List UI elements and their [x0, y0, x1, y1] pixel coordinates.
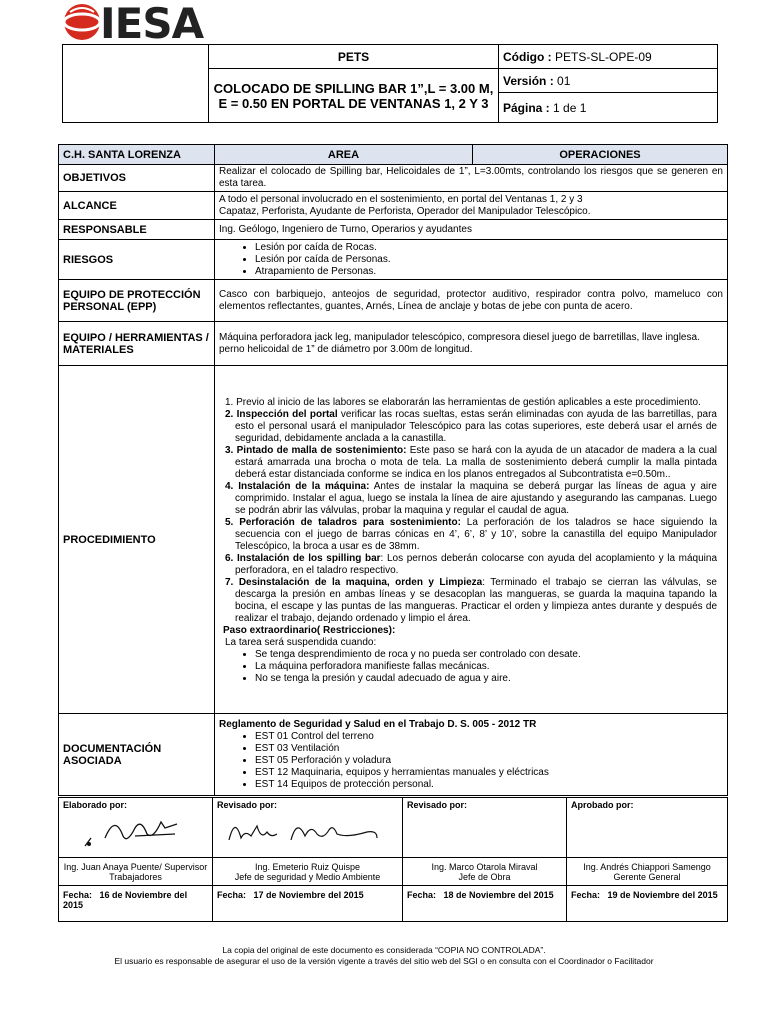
- header-blank-cell: [63, 45, 209, 123]
- sig-name: Ing. Emeterio Ruiz Quispe: [254, 861, 361, 872]
- area-value: OPERACIONES: [473, 145, 728, 165]
- sig-name: Ing. Marco Otarola Miraval: [431, 861, 538, 872]
- sig-cell-4: [567, 798, 728, 858]
- sig-cell-1: [59, 798, 213, 858]
- doc-item: • EST 03 Ventilación: [255, 743, 723, 755]
- doc-item: • EST 12 Maquinaria, equipos y herramientas manuales y eléctricas: [255, 767, 723, 779]
- codigo-cell: Código : PETS-SL-OPE-09: [499, 45, 718, 69]
- globe-logo-icon: [62, 2, 102, 42]
- version-cell: Versión : 01: [499, 69, 718, 93]
- doc-type: PETS: [209, 45, 499, 69]
- codigo-value: PETS-SL-OPE-09: [555, 49, 652, 64]
- procedimiento-cell: [215, 366, 728, 714]
- documentacion-label: DOCUMENTACIÓN ASOCIADA: [59, 714, 215, 796]
- sig-name: Ing. Juan Anaya Puente/ Supervisor: [63, 861, 208, 872]
- sig-name-cell: [403, 858, 567, 886]
- pagina-cell: Página : 1 de 1: [499, 93, 718, 123]
- footer-note: [40, 945, 728, 967]
- alcance-line-1: A todo el personal involucrado en el sostenimiento, en portal del Ventanas 1, 2 y 3: [219, 193, 583, 205]
- doc-item: • EST 14 Equipos de protección personal.: [255, 779, 723, 791]
- sig-position: Jefe de seguridad y Medio Ambiente: [234, 871, 381, 882]
- responsable-label: RESPONSABLE: [59, 220, 215, 240]
- sig-position: Gerente General: [613, 871, 681, 882]
- sig-role: Revisado por:: [407, 800, 468, 810]
- step-4: 4. Instalación de la máquina: Antes de instalar la maquina se deberá purgar las líneas de agua y aire comprimido. Instalar el agua, luego se instala la línea de aire ajustando y asegurando las campanas. Luego se podrán abrir las válvulas, probar la maquina y regular el caudal de agua.: [225, 480, 717, 516]
- epp-text: Casco con barbiquejo, anteojos de seguridad, protector auditivo, respirador contra polvo, mameluco con elementos reflectantes, guantes, Arnés, Línea de anclaje y botas de jebe con punta de acero.: [215, 280, 728, 322]
- extra-item: • Se tenga desprendimiento de roca y no pueda ser controlado con desate.: [255, 649, 717, 661]
- alcance-cell: [215, 192, 728, 220]
- extra-intro: La tarea será suspendida cuando:: [225, 636, 377, 648]
- extra-title: Paso extraordinario( Restricciones):: [223, 624, 396, 636]
- alcance-line-2: Capataz, Perforista, Ayudante de Perforista, Operador del Manipulador Telescópico.: [219, 205, 591, 217]
- step-2: 2. Inspección del portal verificar las rocas sueltas, estas serán eliminadas con ayuda de las barretillas, para esto el personal usará el manipulador Telescópico para las cotas superiores, este deberá usar el arnés de seguridad, debidamente anclada a la canastilla.: [225, 408, 717, 444]
- sig-date: Fecha: 19 de Noviembre del 2015: [567, 886, 728, 922]
- sig-name-cell: [213, 858, 403, 886]
- riesgos-list: [219, 242, 723, 278]
- doc-item: • EST 01 Control del terreno: [255, 731, 723, 743]
- sig-role: Revisado por:: [217, 800, 278, 810]
- riesgos-label: RIESGOS: [59, 240, 215, 280]
- sig-position: Jefe de Obra: [458, 871, 511, 882]
- doc-reglamento: Reglamento de Seguridad y Salud en el Trabajo D. S. 005 - 2012 TR: [219, 718, 537, 730]
- sig-name-cell: [567, 858, 728, 886]
- alcance-label: ALCANCE: [59, 192, 215, 220]
- signature-2-icon: [217, 810, 397, 854]
- riesgo-item: • Lesión por caída de Rocas.: [255, 242, 723, 254]
- step-1: 1. Previo al inicio de las labores se elaborarán las herramientas de gestión aplicables a este procedimiento.: [225, 396, 701, 408]
- signature-table: [58, 797, 728, 922]
- riesgo-item: • Atrapamiento de Personas.: [255, 266, 723, 278]
- sig-role: Aprobado por:: [571, 800, 634, 810]
- area-header: AREA: [215, 145, 473, 165]
- footer-line-2: El usuario es responsable de asegurar el uso de la versión vigente a través del sitio web del SGI o en consulta con el Coordinador o Facilitador: [114, 956, 654, 966]
- logo-text: IESA: [100, 0, 204, 48]
- extra-item: • No se tenga la presión y caudal adecuado de agua y aire.: [255, 673, 717, 685]
- main-table: [58, 144, 728, 796]
- step-5: 5. Perforación de taladros para sostenimiento: La perforación de los taladros se hace siguiendo la secuencia con el juego de barras cónicas en 4’, 6’, 8’ y 10’, sobre la canastilla del equipo Manipulador Telescópico, la broca a usar es de 38mm.: [225, 516, 718, 552]
- riesgo-item: • Lesión por caída de Personas.: [255, 254, 723, 266]
- pagina-value: 1 de 1: [553, 100, 587, 115]
- equipo-label: EQUIPO / HERRAMIENTAS / MATERIALES: [59, 322, 215, 366]
- riesgos-cell: [215, 240, 728, 280]
- site-name: C.H. SANTA LORENZA: [59, 145, 215, 165]
- sig-cell-2: [213, 798, 403, 858]
- sig-date: Fecha: 18 de Noviembre del 2015: [403, 886, 567, 922]
- procedimiento-label: PROCEDIMIENTO: [59, 366, 215, 714]
- epp-label: EQUIPO DE PROTECCIÓN PERSONAL (EPP): [59, 280, 215, 322]
- step-7: 7. Desinstalación de la maquina, orden y Limpieza: Terminado el trabajo se cierran las válvulas, se descarga la presión en ambas líneas y se desacoplan las mangueras, se guarda la maquina tapando la bocina, el escape y las puntas de las mangueras. Practicar el orden y limpieza antes durante y después de realizar el trabajo, dejando ordenado y limpio el área.: [225, 576, 717, 624]
- sig-date: Fecha: 16 de Noviembre del 2015: [59, 886, 213, 922]
- sig-date: Fecha: 17 de Noviembre del 2015: [213, 886, 403, 922]
- doc-item: • EST 05 Perforación y voladura: [255, 755, 723, 767]
- doc-title: COLOCADO DE SPILLING BAR 1”,L = 3.00 M, E = 0.50 EN PORTAL DE VENTANAS 1, 2 Y 3: [209, 69, 499, 123]
- objetivos-label: OBJETIVOS: [59, 165, 215, 192]
- version-value: 01: [557, 73, 571, 88]
- sig-name: Ing. Andrés Chiappori Samengo: [583, 861, 711, 872]
- sig-role: Elaborado por:: [63, 800, 128, 810]
- step-3: 3. Pintado de malla de sostenimiento: Este paso se hará con la ayuda de un atacador de madera a la cual estará amarrada una brocha o mota de tela. La malla de sostenimiento deberá cumplir la malla pintada deberá estar distanciada conforme se indica en los planos entregados al Subcontratista e=0.50m..: [225, 444, 718, 480]
- step-6: 6. Instalación de los spilling bar: Los pernos deberán colocarse con ayuda del acoplamiento y la máquina perforadora, en el taladro respectivo.: [225, 552, 718, 576]
- sig-cell-3: [403, 798, 567, 858]
- responsable-text: Ing. Geólogo, Ingeniero de Turno, Operarios y ayudantes: [215, 220, 728, 240]
- extra-list: [219, 649, 717, 685]
- doc-list: [219, 731, 723, 791]
- sig-name-cell: [59, 858, 213, 886]
- signature-1-icon: [65, 808, 205, 852]
- objetivos-text: Realizar el colocado de Spilling bar, Helicoidales de 1”, L=3.00mts, controlando los riesgos que se generen en esta tarea.: [215, 165, 728, 192]
- sig-position: Trabajadores: [109, 871, 162, 882]
- equipo-text: Máquina perforadora jack leg, manipulador telescópico, compresora diesel juego de barretillas, llave inglesa. perno helicoidal de 1” de diámetro por 3.00m de longitud.: [215, 322, 728, 366]
- header-table: [62, 44, 718, 123]
- documentacion-cell: [215, 714, 728, 796]
- extra-item: • La máquina perforadora manifieste fallas mecánicas.: [255, 661, 717, 673]
- footer-line-1: La copia del original de este documento es considerada “COPIA NO CONTROLADA”.: [222, 945, 546, 955]
